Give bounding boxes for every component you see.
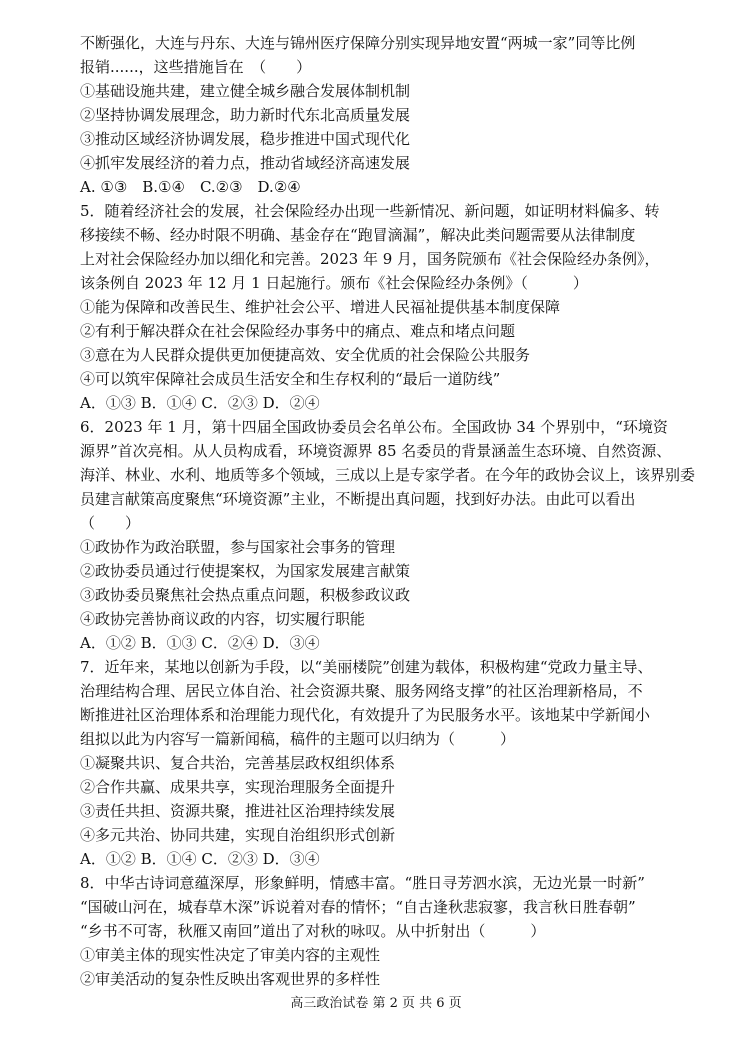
question-6-text-line: 员建言献策高度聚焦“环境资源”主业，不断提出真问题，找到好办法。由此可以看出 bbox=[80, 490, 636, 508]
question-6-option: ①政协作为政治联盟，参与国家社会事务的管理 bbox=[80, 538, 396, 556]
question-8-text-line: “乡书不可寄，秋雁又南回”道出了对秋的咏叹。从中折射出（ ） bbox=[80, 922, 546, 940]
question-8-text-line: 8．中华古诗词意蕴深厚，形象鲜明，情感丰富。“胜日寻芳泗水滨，无边光景一时新” bbox=[80, 874, 645, 892]
question-7-text-line: 断推进社区治理体系和治理能力现代化，有效提升了为民服务水平。该地某中学新闻小 bbox=[80, 706, 651, 724]
question-6-text-line: 源界”首次亮相。从人员构成看，环境资源界 85 名委员的背景涵盖生态环境、自然资源、 bbox=[80, 442, 672, 460]
question-7-option: ④多元共治、协同共建，实现自治组织形式创新 bbox=[80, 826, 396, 844]
question-5-text-line: 上对社会保险经办加以细化和完善。2023 年 9 月，国务院颁布《社会保险经办条例》， bbox=[80, 250, 660, 268]
question-5-text-line: 移接续不畅、经办时限不明确、基金存在“跑冒滴漏”，解决此类问题需要从法律制度 bbox=[80, 226, 636, 244]
question-6-option: ④政协完善协商议政的内容，切实履行职能 bbox=[80, 610, 366, 628]
question-5-text-line: 5．随着经济社会的发展，社会保险经办出现一些新情况、新问题，如证明材料偏多、转 bbox=[80, 202, 660, 220]
question-5-option: ②有利于解决群众在社会保险经办事务中的痛点、难点和堵点问题 bbox=[80, 322, 516, 340]
question-8-text-line: “国破山河在，城春草木深”诉说着对春的情怀；“自古逢秋悲寂寥，我言秋日胜春朝” bbox=[80, 898, 636, 916]
question-5-answer-choices: A．①③ B．①④ C．②③ D．②④ bbox=[80, 394, 320, 412]
question-6-text-line: （ ） bbox=[80, 514, 141, 532]
question-5-option: ④可以筑牢保障社会成员生活安全和生存权利的“最后一道防线” bbox=[80, 370, 501, 388]
question-7-option: ②合作共赢、成果共享，实现治理服务全面提升 bbox=[80, 778, 396, 796]
question-5-text-line: 该条例自 2023 年 12 月 1 日起施行。颁布《社会保险经办条例》（ ） bbox=[80, 274, 588, 292]
question-8-option: ①审美主体的现实性决定了审美内容的主观性 bbox=[80, 946, 381, 964]
question-7-text-line: 组拟以此为内容写一篇新闻稿，稿件的主题可以归纳为（ ） bbox=[80, 730, 516, 748]
question-6-text-line: 6．2023 年 1 月，第十四届全国政协委员会名单公布。全国政协 34 个界别中，“环境资 bbox=[80, 418, 668, 436]
page-footer: 高三政治试卷 第 2 页 共 6 页 bbox=[290, 996, 462, 1011]
question-4-text-line: 报销......，这些措施旨在 （ ） bbox=[80, 58, 312, 76]
question-5-option: ③意在为人民群众提供更加便捷高效、安全优质的社会保险公共服务 bbox=[80, 346, 531, 364]
question-4-text-line: 不断强化，大连与丹东、大连与锦州医疗保障分别实现异地安置“两城一家”同等比例 bbox=[80, 34, 636, 52]
question-6-option: ③政协委员聚焦社会热点重点问题，积极参政议政 bbox=[80, 586, 411, 604]
question-7-text-line: 7．近年来，某地以创新为手段，以“美丽楼院”创建为载体，积极构建“党政力量主导、 bbox=[80, 658, 653, 676]
question-4-option: ①基础设施共建，建立健全城乡融合发展体制机制 bbox=[80, 82, 411, 100]
question-8-option: ②审美活动的复杂性反映出客观世界的多样性 bbox=[80, 970, 381, 988]
question-4-option: ④抓牢发展经济的着力点，推动省域经济高速发展 bbox=[80, 154, 411, 172]
question-4-option: ②坚持协调发展理念，助力新时代东北高质量发展 bbox=[80, 106, 411, 124]
question-4-option: ③推动区域经济协调发展，稳步推进中国式现代化 bbox=[80, 130, 411, 148]
question-6-text-line: 海洋、林业、水利、地质等多个领域，三成以上是专家学者。在今年的政协会议上，该界别委 bbox=[80, 466, 696, 484]
question-5-option: ①能为保障和改善民生、维护社会公平、增进人民福祉提供基本制度保障 bbox=[80, 298, 561, 316]
question-4-answer-choices: A. ①③ B.①④ C.②③ D.②④ bbox=[80, 178, 301, 196]
question-6-answer-choices: A．①② B．①③ C．②④ D．③④ bbox=[80, 634, 320, 652]
question-7-option: ①凝聚共识、复合共治，完善基层政权组织体系 bbox=[80, 754, 396, 772]
question-7-answer-choices: A．①② B．①④ C．②③ D．③④ bbox=[80, 850, 320, 868]
question-7-text-line: 治理结构合理、居民立体自治、社会资源共聚、服务网络支撑”的社区治理新格局，不 bbox=[80, 682, 643, 700]
question-6-option: ②政协委员通过行使提案权，为国家发展建言献策 bbox=[80, 562, 411, 580]
question-7-option: ③责任共担、资源共聚，推进社区治理持续发展 bbox=[80, 802, 396, 820]
